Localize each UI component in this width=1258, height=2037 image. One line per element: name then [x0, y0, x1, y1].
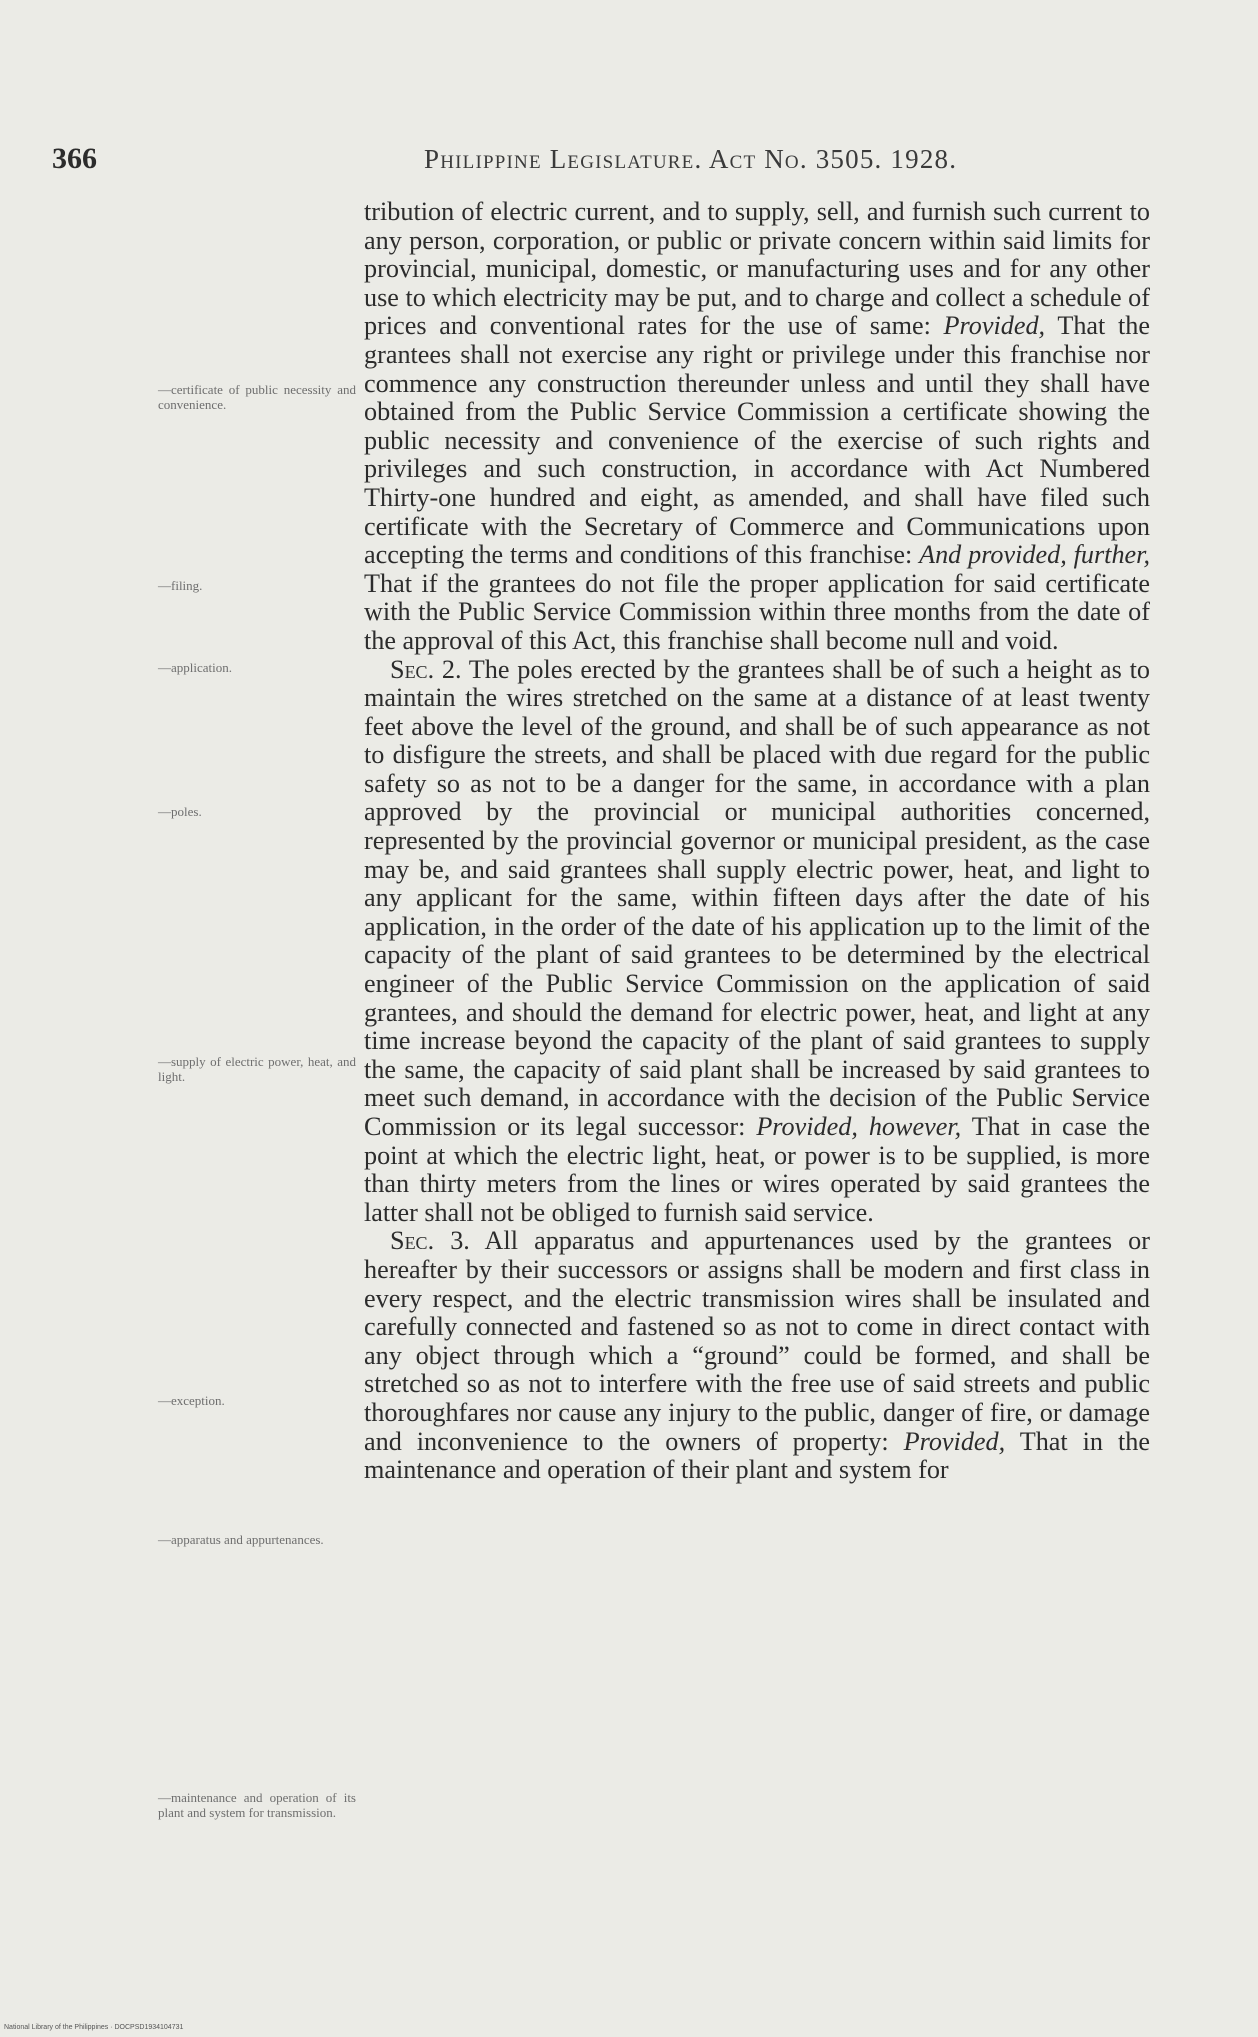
margin-note-supply: —supply of electric power, heat, and light. — [158, 1054, 356, 1084]
margin-note-application: —application. — [158, 660, 233, 675]
text-run: That if the grantees do not file the proper application for said certificate with the Public Service Commission within three months from the date of the approval of this Act, this franchise shall become null and void. — [364, 568, 1150, 655]
text-run: The poles erected by the grantees shall be of such a height as to maintain the wires stretched on the same at a distance of at least twenty feet above the level of the ground, and shall be of such appearance as not to disfigure the streets, and shall be placed with due regard for the public safety so as not to be a danger for the same, in accordance with a plan approved by the provincial or municipal authorities concerned, represented by the provincial governor or municipal president, as the case may be, and said grantees shall supply electric power, heat, and light to any applicant for the same, within fifteen days after the date of his application, in the order of the date of his application up to the limit of the capacity of the plant of said grantees to be determined by the electrical engineer of the Public Service Commission on the application of said grantees, and should the demand for electric power, heat, and light at any time increase beyond the capacity of the plant of said grantees to supply the same, the capacity of said plant shall be increased by said grantees to meet such demand, in accordance with the decision of the Public Service Commission or its legal successor: — [364, 654, 1150, 1141]
running-head: Philippine Legislature. Act No. 3505. 1928. — [424, 144, 958, 174]
proviso-italic: Provided, — [903, 1426, 1006, 1456]
page-number: 366 — [52, 142, 97, 175]
margin-note-apparatus: —apparatus and appurtenances. — [158, 1532, 324, 1547]
paragraph-section-3 — [364, 1227, 1150, 1484]
section-label: Sec. 3. — [390, 1226, 470, 1256]
margin-note-certificate: —certificate of public necessity and convenience. — [158, 382, 356, 412]
margin-note-maintenance: —maintenance and operation of its plant and system for transmission. — [158, 1790, 356, 1820]
paragraph-continuation — [364, 198, 1150, 656]
margin-notes — [158, 0, 356, 2037]
proviso-italic: Provided, — [943, 311, 1046, 341]
text-run: That in case the point at which the electric light, heat, or power is to be supplied, is more than thirty meters from the lines or wires operated by said grantees the latter shall not be obliged to furnish said service. — [364, 1112, 1150, 1227]
text-run: tribution of electric current, and to supply, sell, and furnish such current to any person, corporation, or public or private concern within said limits for provincial, municipal, domestic, or manufacturing uses and for any other use to which electricity may be put, and to charge and collect a schedule of prices and conventional rates for the use of same: — [364, 197, 1150, 341]
proviso-italic: And provided, further, — [919, 540, 1151, 570]
scan-footer: National Library of the Philippines · DOCPSD1934104731 — [4, 2024, 184, 2031]
text-run: That the grantees shall not exercise any right or privilege under this franchise nor commence any construction thereunder unless and until they shall have obtained from the Public Service Commission a certificate showing the public necessity and convenience of the exercise of such rights and privileges and such construction, in accordance with Act Numbered Thirty-one hundred and eight, as amended, and shall have filed such certificate with the Secretary of Commerce and Communications upon accepting the terms and conditions of this franchise: — [364, 311, 1150, 570]
text-run: All apparatus and appurtenances used by the grantees or hereafter by their successors or assigns shall be modern and first class in every respect, and the electric transmission wires shall be insulated and carefully connected and fastened so as not to come in direct contact with any object through which a “ground” could be formed, and shall be stretched so as not to interfere with the free use of said streets and public thoroughfares nor cause any injury to the public, danger of fire, or damage and inconvenience to the owners of property: — [364, 1226, 1150, 1456]
margin-note-poles: —poles. — [158, 804, 202, 819]
paragraph-section-2 — [364, 656, 1150, 1228]
text-run: That in the maintenance and operation of their plant and system for — [364, 1426, 1150, 1485]
proviso-italic: Provided, however, — [756, 1112, 962, 1141]
section-label: Sec. 2. — [390, 654, 462, 684]
body-text — [364, 198, 1150, 1485]
margin-note-filing: —filing. — [158, 578, 203, 593]
margin-note-exception: —exception. — [158, 1393, 225, 1408]
